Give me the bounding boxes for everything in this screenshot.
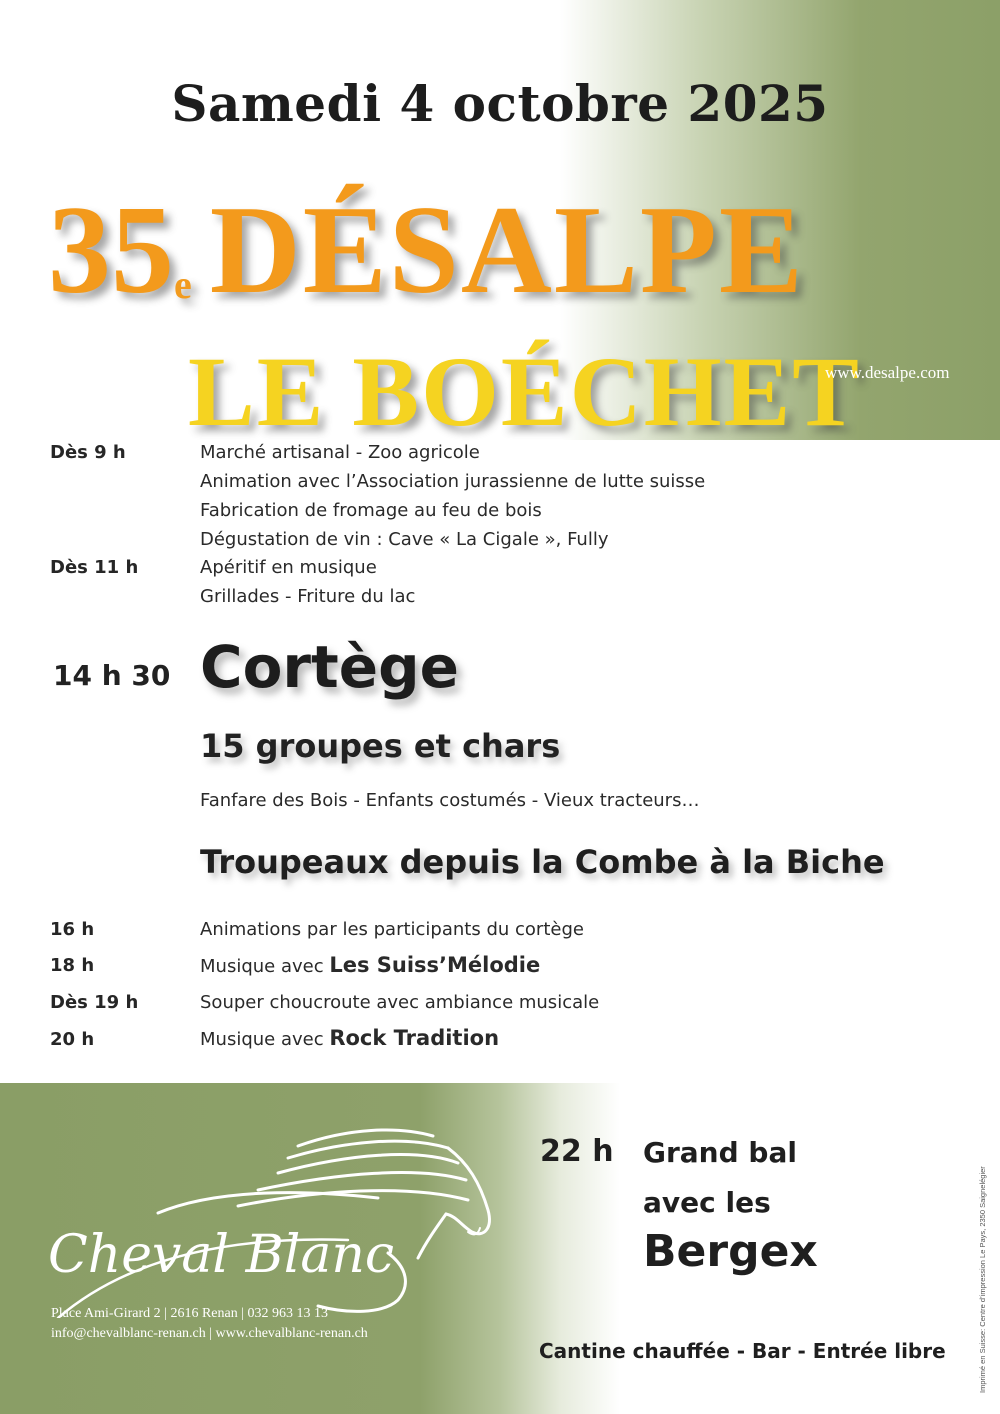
horse-head-icon [48, 1118, 508, 1318]
ball-subtitle: avec les [643, 1186, 771, 1219]
cortege-title: Cortège [200, 633, 459, 701]
schedule-item [200, 919, 584, 940]
sponsor-contact[interactable]: info@chevalblanc-renan.ch | www.chevalblanc-renan.ch [51, 1326, 368, 1341]
event-date: Samedi 4 octobre 2025 [171, 74, 829, 133]
schedule-time: 16 h [50, 919, 95, 940]
schedule-highlight: Les Suiss’Mélodie [329, 953, 541, 977]
schedule-item [200, 992, 599, 1013]
cortege-time: 14 h 30 [53, 659, 171, 692]
schedule-time: Dès 9 h [50, 442, 126, 463]
schedule-item [200, 953, 540, 977]
ball-title: Grand bal [643, 1136, 797, 1169]
event-title [48, 181, 805, 320]
schedule-highlight: Rock Tradition [329, 1026, 500, 1050]
schedule-item: Apéritif en musique [200, 557, 377, 578]
event-name: DÉSALPE [209, 181, 805, 320]
schedule-time: Dès 11 h [50, 557, 139, 578]
event-location: LE BOÉCHET [188, 336, 861, 447]
schedule-item-text: Souper choucroute avec ambiance musicale [200, 992, 600, 1013]
schedule-item-text: Musique avec [200, 956, 330, 977]
ball-band: Bergex [643, 1226, 818, 1277]
cortege-groups: 15 groupes et chars [200, 727, 561, 765]
schedule-item [200, 1026, 499, 1050]
cortege-details: Fanfare des Bois - Enfants costumés - Vieux tracteurs… [200, 790, 700, 811]
schedule-time: Dès 19 h [50, 992, 139, 1013]
schedule-item-text: Animations par les participants du cortège [200, 919, 584, 940]
schedule-item-text: Musique avec [200, 1029, 330, 1050]
schedule-time: 18 h [50, 955, 95, 976]
edition-number: 35 [48, 181, 174, 320]
sponsor-name: Cheval Blanc [48, 1225, 395, 1285]
edition-suffix: e [174, 262, 192, 307]
ball-time: 22 h [540, 1134, 614, 1169]
sponsor-address: Place Ami-Girard 2 | 2616 Renan | 032 963 13 13 [51, 1306, 329, 1321]
schedule-item: Fabrication de fromage au feu de bois [200, 500, 542, 521]
printer-credit: Imprimé en Suisse: Centre d’impression Le Pays, 2350 Saignelégier [978, 1166, 987, 1393]
schedule-item: Grillades - Friture du lac [200, 586, 416, 607]
schedule-time: 20 h [50, 1029, 95, 1050]
schedule-item: Dégustation de vin : Cave « La Cigale », Fully [200, 529, 609, 550]
footer-info: Cantine chauffée - Bar - Entrée libre [539, 1339, 946, 1363]
website-link[interactable]: www.desalpe.com [825, 363, 950, 382]
schedule-item: Animation avec l’Association jurassienne de lutte suisse [200, 471, 706, 492]
cortege-herds: Troupeaux depuis la Combe à la Biche [200, 843, 885, 881]
schedule-item: Marché artisanal - Zoo agricole [200, 442, 480, 463]
